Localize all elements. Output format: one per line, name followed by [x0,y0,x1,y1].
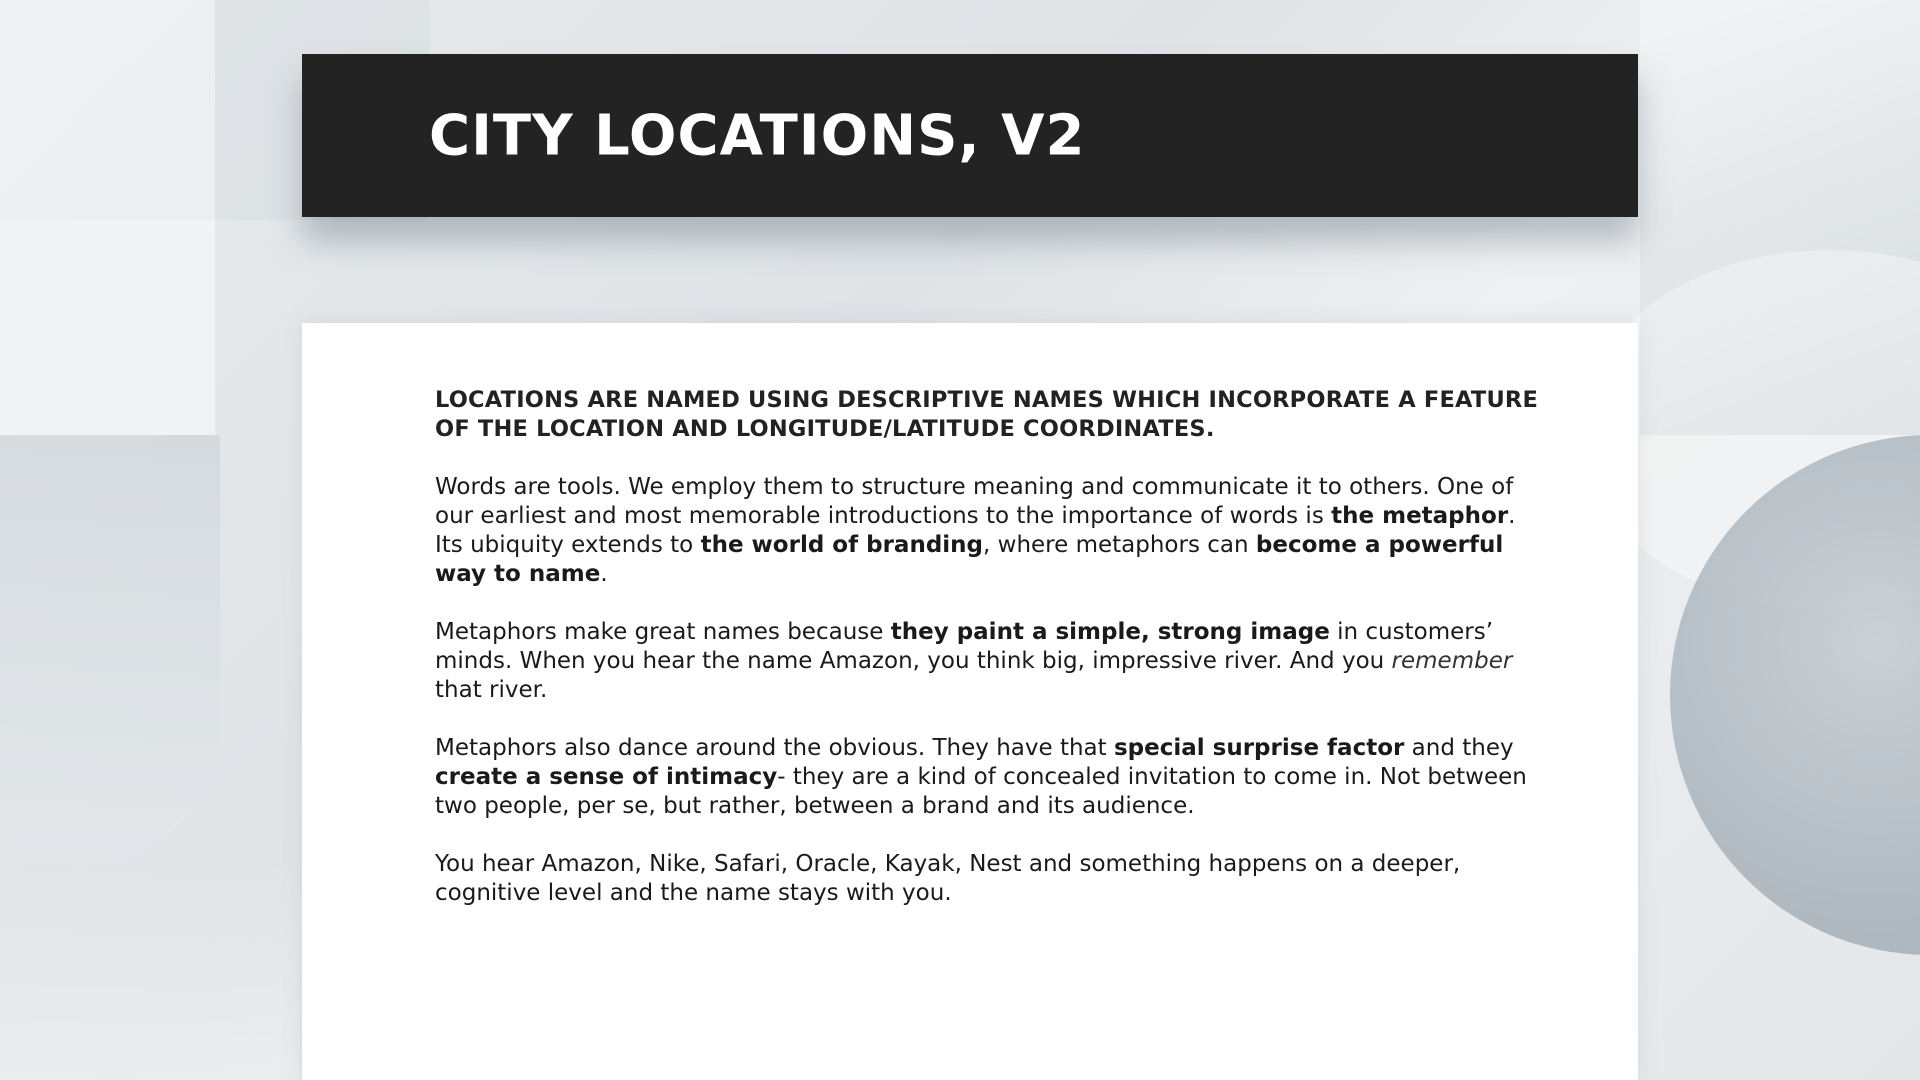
paragraph [435,473,1545,589]
paragraph-text: - they are a kind of concealed invitation to come in. Not between two people, per se, but rather, between a brand and its audience. [435,764,1527,819]
paragraph-text: You hear Amazon, Nike, Safari, Oracle, Kayak, Nest and something happens on a deeper, cognitive level and the name stays with you. [435,851,1461,906]
paragraph-text: that river. [435,677,548,703]
background-arch [0,435,220,865]
background-tile [0,220,215,435]
lead-heading: LOCATIONS ARE NAMED USING DESCRIPTIVE NAMES WHICH INCORPORATE A FEATURE OF THE LOCATION AND LONGITUDE/LATITUDE COORDINATES. [435,387,1539,442]
title-banner [302,54,1638,217]
paragraph-text: , where metaphors can [983,532,1256,558]
content-card [302,323,1638,1080]
paragraph-italic: remember [1391,648,1513,674]
paragraph-emphasis: special surprise factor [1113,735,1405,761]
paragraph-emphasis: become a powerful way to name [435,532,1504,587]
paragraph-text: . [600,561,608,587]
paragraph [435,850,1545,908]
paragraph-text: Metaphors make great names because [435,619,891,645]
paragraph-text: Metaphors also dance around the obvious. They have that [435,735,1114,761]
background-block [0,865,300,1080]
paragraph-text: in customers’ minds. When you hear the name Amazon, you think big, impressive river. And you [435,619,1494,674]
paragraph [435,734,1545,821]
paragraph-emphasis: the metaphor [1331,503,1509,529]
paragraph-emphasis: the world of branding [700,532,984,558]
page-title: CITY LOCATIONS, V2 [429,103,1086,168]
paragraph-text: . Its ubiquity extends to [435,503,1516,558]
paragraph-text: and they [1404,735,1514,761]
content-body [435,386,1545,937]
paragraph-text: Words are tools. We employ them to structure meaning and communicate it to others. One of our earliest and most memorable introductions to the importance of words is [435,474,1514,529]
paragraph [435,618,1545,705]
background-tile [0,0,215,220]
paragraph-emphasis: they paint a simple, strong image [890,619,1330,645]
paragraph-emphasis: create a sense of intimacy [435,764,778,790]
